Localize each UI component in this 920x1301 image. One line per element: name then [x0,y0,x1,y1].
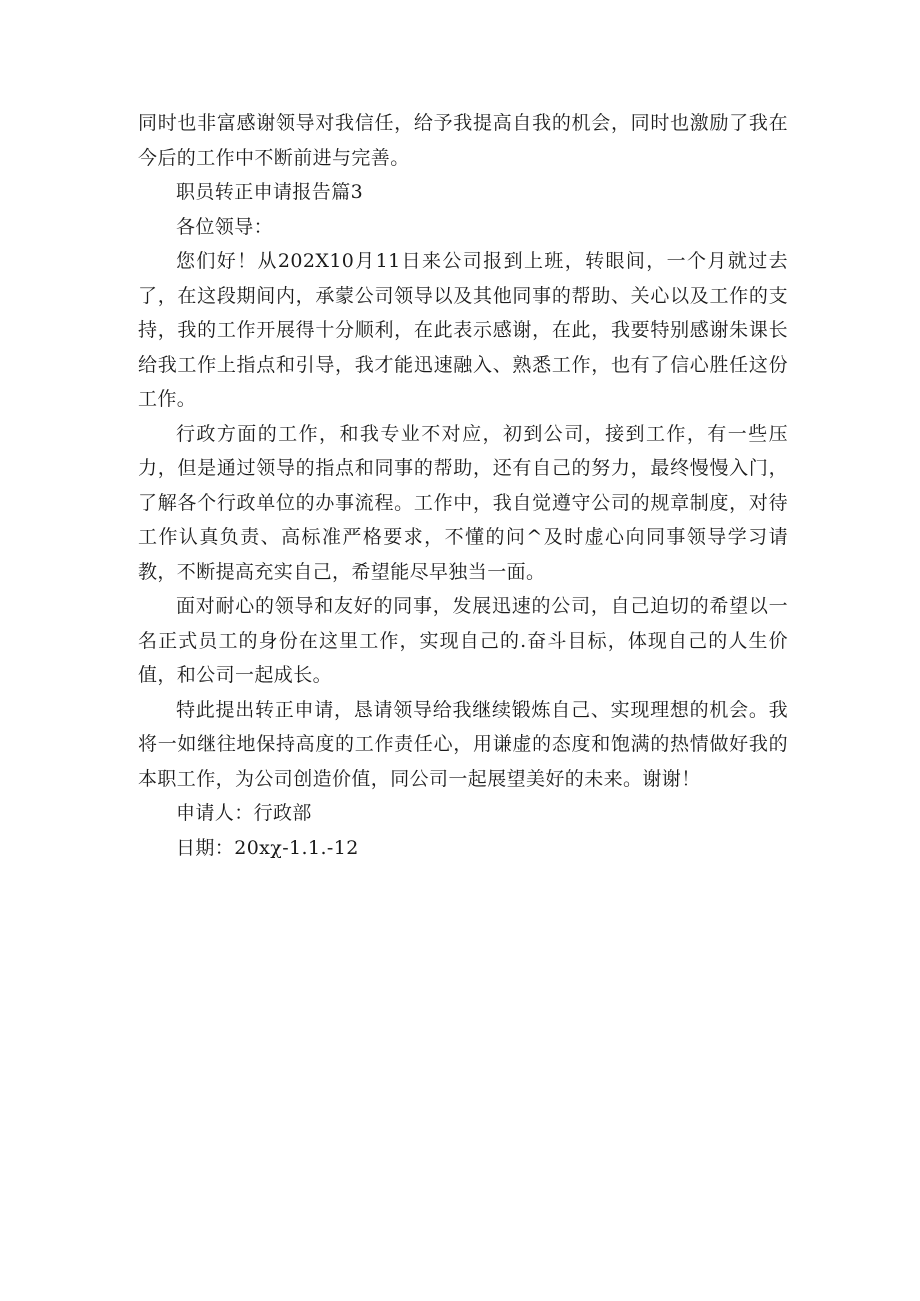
section-title: 职员转正申请报告篇3 [176,181,364,203]
paragraph-request: 特此提出转正申请，恳请领导给我继续锻炼自己、实现理想的机会。我将一如继往地保持高度的工作责任心，用谦虚的态度和饱满的热情做好我的本职工作，为公司创造价值，同公司一起展望美好的未来。谢谢！ [138,698,788,790]
paragraph-goals: 面对耐心的领导和友好的同事，发展迅速的公司，自己迫切的希望以一名正式员工的身份在这里工作，实现自己的.奋斗目标，体现自己的人生价值，和公司一起成长。 [138,595,788,686]
salutation: 各位领导： [176,215,274,238]
paragraph-greeting: 您们好！从202X10月11日来公司报到上班，转眼间，一个月就过去了，在这段期间内，承蒙公司领导以及其他同事的帮助、关心以及工作的支持，我的工作开展得十分顺利，在此表示感谢，在此，我要特别感谢朱课长给我工作上指点和引导，我才能迅速融入、熟悉工作，也有了信心胜任这份工作。 [138,250,788,410]
document-page [138,106,788,865]
paragraph-continuation: 同时也非富感谢领导对我信任，给予我提高自我的机会，同时也激励了我在今后的工作中不断前进与完善。 [138,112,788,169]
applicant-line: 申请人：行政部 [176,802,312,824]
paragraph-work: 行政方面的工作，和我专业不对应，初到公司，接到工作，有一些压力，但是通过领导的指点和同事的帮助，还有自己的努力，最终慢慢入门，了解各个行政单位的办事流程。工作中，我自觉遵守公司的规章制度，对待工作认真负责、高标准严格要求，不懂的问^及时虚心向同事领导学习请教，不断提高充实自己，希望能尽早独当一面。 [138,422,788,583]
date-line: 日期：20xχ-1.1.-12 [176,836,359,859]
